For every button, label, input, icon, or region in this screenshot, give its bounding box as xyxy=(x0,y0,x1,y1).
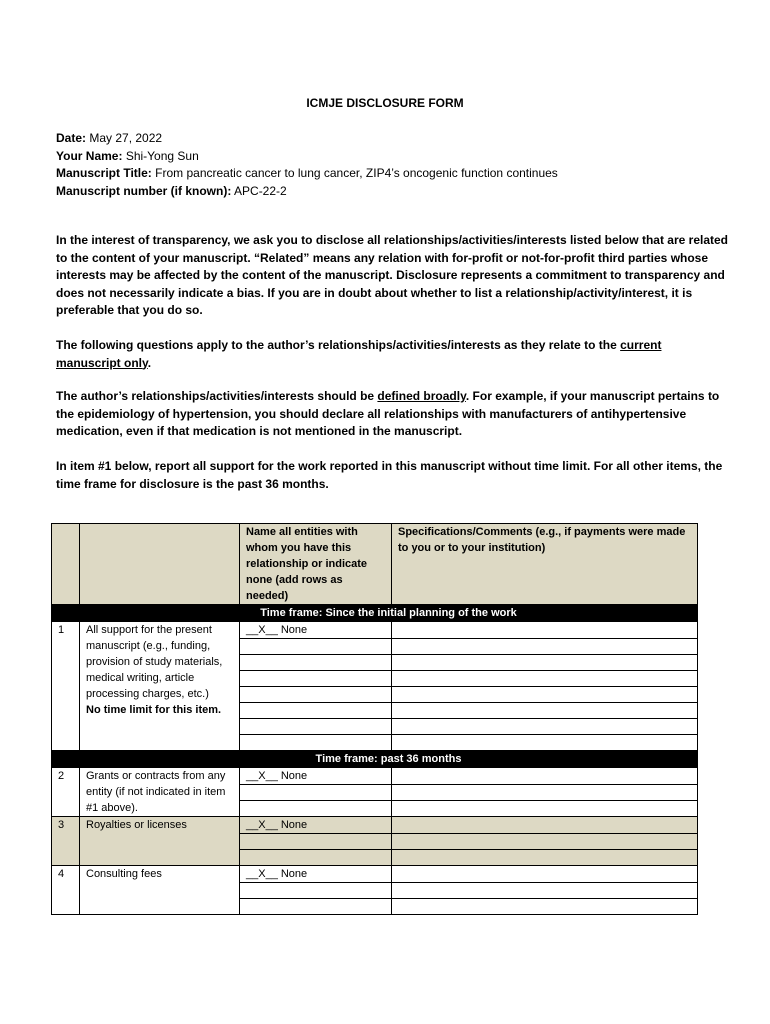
col-specs-header: Specifications/Comments (e.g., if payments were made to you or to your institution) xyxy=(392,524,698,605)
entity-cell[interactable] xyxy=(240,735,392,751)
spec-cell[interactable] xyxy=(392,622,698,639)
item-number: 1 xyxy=(52,622,80,751)
item-label: Royalties or licenses xyxy=(80,817,240,866)
timeframe-label: Time frame: Since the initial planning of the work xyxy=(80,605,698,622)
spec-cell[interactable] xyxy=(392,883,698,899)
table-row xyxy=(52,768,698,785)
instruction-paragraph-1: In the interest of transparency, we ask you to disclose all relationships/activities/interests listed below that are related to the content of your manuscript. “Related” means any relation with for-profit or not-for-profit third parties whose interests may be affected by the content of the manuscript. Disclosure represents a commitment to transparency and does not necessarily indicate a bias. If you are in doubt about whether to list a relationship/activity/interest, it is preferable that you do so. xyxy=(56,233,728,317)
timeframe-label: Time frame: past 36 months xyxy=(80,751,698,768)
item-label: Grants or contracts from any entity (if not indicated in item #1 above). xyxy=(80,768,240,817)
spec-cell[interactable] xyxy=(392,834,698,850)
item-label: All support for the present manuscript (e.g., funding, provision of study materials, medical writing, article processing charges, etc.) No time limit for this item. xyxy=(80,622,240,751)
item-number: 2 xyxy=(52,768,80,817)
entity-cell[interactable] xyxy=(240,883,392,899)
date-line: Date: May 27, 2022 xyxy=(56,131,163,145)
entity-cell[interactable] xyxy=(240,850,392,866)
spec-cell[interactable] xyxy=(392,899,698,915)
spec-cell[interactable] xyxy=(392,768,698,785)
entity-value[interactable]: __X__ None xyxy=(240,817,392,834)
manuscript-title-value: From pancreatic cancer to lung cancer, ZIP4’s oncogenic function continues xyxy=(155,166,558,180)
item-label: Consulting fees xyxy=(80,866,240,915)
item-number: 4 xyxy=(52,866,80,915)
manuscript-number-line: Manuscript number (if known): APC-22-2 xyxy=(56,183,287,198)
disclosure-table xyxy=(51,523,698,915)
spec-cell[interactable] xyxy=(392,850,698,866)
entity-value[interactable]: __X__ None xyxy=(240,866,392,883)
col-entities-header: Name all entities with whom you have this relationship or indicate none (add rows as needed) xyxy=(240,524,392,605)
instruction-paragraph-4: In item #1 below, report all support for the work reported in this manuscript without time limit. For all other items, the time frame for disclosure is the past 36 months. xyxy=(56,459,723,491)
entity-cell[interactable] xyxy=(240,639,392,655)
spec-cell[interactable] xyxy=(392,639,698,655)
entity-cell[interactable] xyxy=(240,703,392,719)
manuscript-title-line: Manuscript Title: From pancreatic cancer to lung cancer, ZIP4’s oncogenic function continues xyxy=(56,166,558,180)
table-row xyxy=(52,622,698,639)
timeframe-row-1 xyxy=(52,605,698,622)
table-header-row xyxy=(52,524,698,605)
table-row xyxy=(52,817,698,834)
spec-cell[interactable] xyxy=(392,785,698,801)
form-metadata xyxy=(56,130,558,200)
item-number: 3 xyxy=(52,817,80,866)
spec-cell[interactable] xyxy=(392,719,698,735)
entity-cell[interactable] xyxy=(240,671,392,687)
entity-value[interactable]: __X__ None xyxy=(240,622,392,639)
entity-cell[interactable] xyxy=(240,834,392,850)
instruction-paragraph-2: The following questions apply to the author’s relationships/activities/interests as they relate to the current manuscript only. xyxy=(56,338,662,370)
spec-cell[interactable] xyxy=(392,735,698,751)
spec-cell[interactable] xyxy=(392,671,698,687)
entity-cell[interactable] xyxy=(240,785,392,801)
spec-cell[interactable] xyxy=(392,655,698,671)
entity-cell[interactable] xyxy=(240,719,392,735)
entity-value[interactable]: __X__ None xyxy=(240,768,392,785)
table-row xyxy=(52,866,698,883)
spec-cell[interactable] xyxy=(392,687,698,703)
instruction-paragraph-3: The author’s relationships/activities/interests should be defined broadly. For example, if your manuscript pertains to the epidemiology of hypertension, you should declare all relationships with manufacturers of antihypertensive medication, even if that medication is not mentioned in the manuscript. xyxy=(56,389,720,438)
spec-cell[interactable] xyxy=(392,866,698,883)
manuscript-number-value: APC-22-2 xyxy=(234,183,287,198)
entity-cell[interactable] xyxy=(240,655,392,671)
timeframe-row-2 xyxy=(52,751,698,768)
item-note: No time limit for this item. xyxy=(86,704,222,716)
name-line: Your Name: Shi-Yong Sun xyxy=(56,148,199,163)
name-value: Shi-Yong Sun xyxy=(125,148,199,163)
spec-cell[interactable] xyxy=(392,817,698,834)
spec-cell[interactable] xyxy=(392,703,698,719)
form-title: ICMJE DISCLOSURE FORM xyxy=(306,96,464,110)
entity-cell[interactable] xyxy=(240,801,392,817)
entity-cell[interactable] xyxy=(240,899,392,915)
spec-cell[interactable] xyxy=(392,801,698,817)
date-value: May 27, 2022 xyxy=(89,131,163,145)
entity-cell[interactable] xyxy=(240,687,392,703)
